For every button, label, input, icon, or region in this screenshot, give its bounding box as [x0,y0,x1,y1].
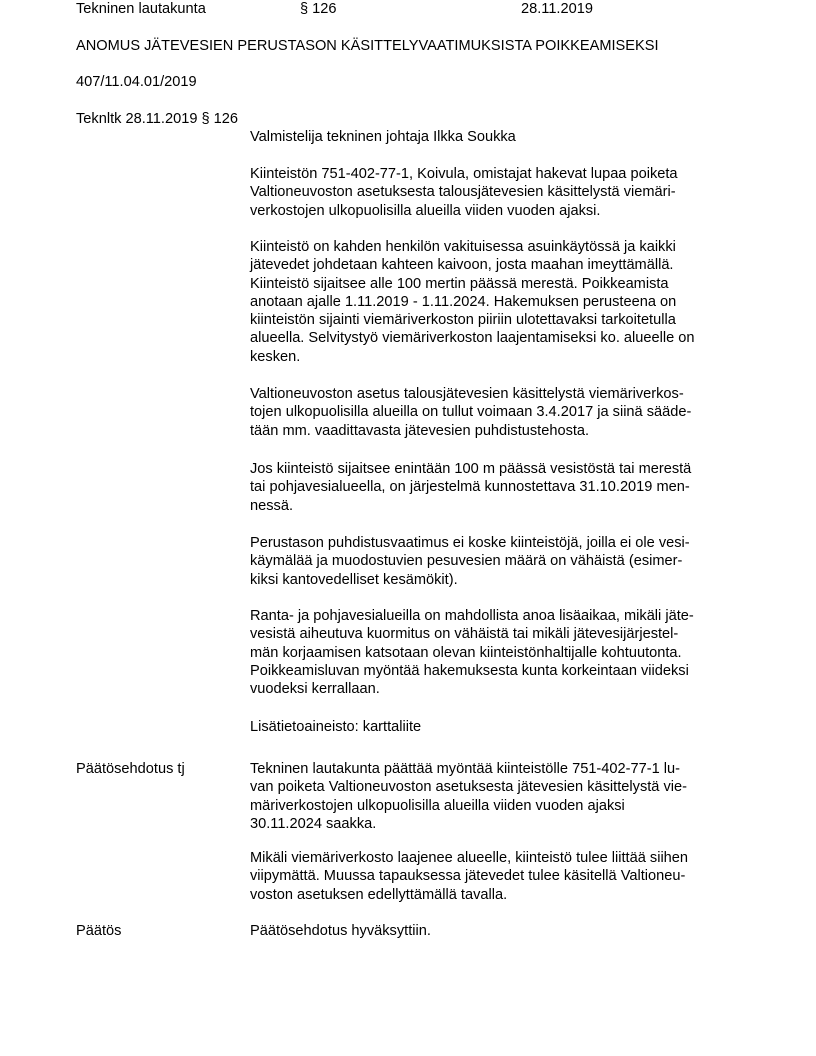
body-paragraph: Kiinteistön 751-402-77-1, Koivula, omistajat hakevat lupaa poiketa Valtioneuvoston asetuksesta talousjätevesien käsittelystä viemäri- verkostojen ulkopuolisilla alueilla viiden vuoden ajaksi. [250,166,678,219]
reference-line: Teknltk 28.11.2019 § 126 [76,111,239,127]
proposal-paragraph: Tekninen lautakunta päättää myöntää kiinteistölle 751-402-77-1 lu- van poiketa Valtioneuvoston asetuksesta jätevesien käsittelystä vie- märiverkostojen ulkopuolisilla alueilla viiden vuoden ajaksi 30.11.2024 saakka. [250,761,687,832]
body-paragraph: Valtioneuvoston asetus talousjätevesien käsittelystä viemäriverkos- tojen ulkopuolisilla alueilla on tullut voimaan 3.4.2017 ja siinä sääde- tään mm. vaadittavasta jätevesien puhdistustehosta. [250,386,692,439]
section-number: § 126 [300,1,337,17]
body-paragraph: Perustason puhdistusvaatimus ei koske kiinteistöjä, joilla ei ole vesi- käymälää ja muodostuvien pesuvesien määrä on vähäistä (esimer- kiksi kantovedelliset kesämökit). [250,535,690,588]
proposal-label: Päätösehdotus tj [76,761,185,777]
attachments-line: Lisätietoaineisto: karttaliite [250,719,422,735]
proposal-paragraph: Mikäli viemäriverkosto laajenee alueelle, kiinteistö tulee liittää siihen viipymättä. Muussa tapauksessa jätevedet tulee käsitellä Valtioneu- voston asetuksen edellyttämällä tavalla. [250,850,689,903]
preparer-line: Valmistelija tekninen johtaja Ilkka Soukka [250,129,516,145]
body-paragraph: Kiinteistö on kahden henkilön vakituisessa asuinkäytössä ja kaikki jätevedet johdetaan kahteen kaivoon, josta maahan imeyttämällä. Kiinteistö sijaitsee alle 100 mertin päässä merestä. Poikkeamista anotaan ajalle 1.11.2019 - 1.11.2024. Hakemuksen perusteena on kiinteistön sijainti viemäriverkoston piiriin ulotettavaksi tarkoitetulla alueella. Selvitystyö viemäriverkoston laajentamiseksi ko. alueelle on kesken. [250,239,695,365]
meeting-date: 28.11.2019 [521,1,593,17]
document-title: ANOMUS JÄTEVESIEN PERUSTASON KÄSITTELYVAATIMUKSISTA POIKKEAMISEKSI [76,38,659,54]
decision-label: Päätös [76,923,122,939]
body-paragraph: Jos kiinteistö sijaitsee enintään 100 m päässä vesistöstä tai merestä tai pohjavesialueella, on järjestelmä kunnostettava 31.10.2019 men- nessä. [250,461,692,514]
body-paragraph: Ranta- ja pohjavesialueilla on mahdollista anoa lisäaikaa, mikäli jäte- vesistä aiheutuva kuormitus on vähäistä tai mikäli jätevesijärjestel- män korjaamisen katsotaan olevan kiinteistönhaltijalle kohtuutonta. Poikkeamisluvan myöntää hakemuksesta kunta korkeintaan viideksi vuodeksi kerrallaan. [250,608,694,698]
case-number: 407/11.04.01/2019 [76,74,197,90]
committee-name: Tekninen lautakunta [76,1,206,17]
decision-text: Päätösehdotus hyväksyttiin. [250,923,431,939]
